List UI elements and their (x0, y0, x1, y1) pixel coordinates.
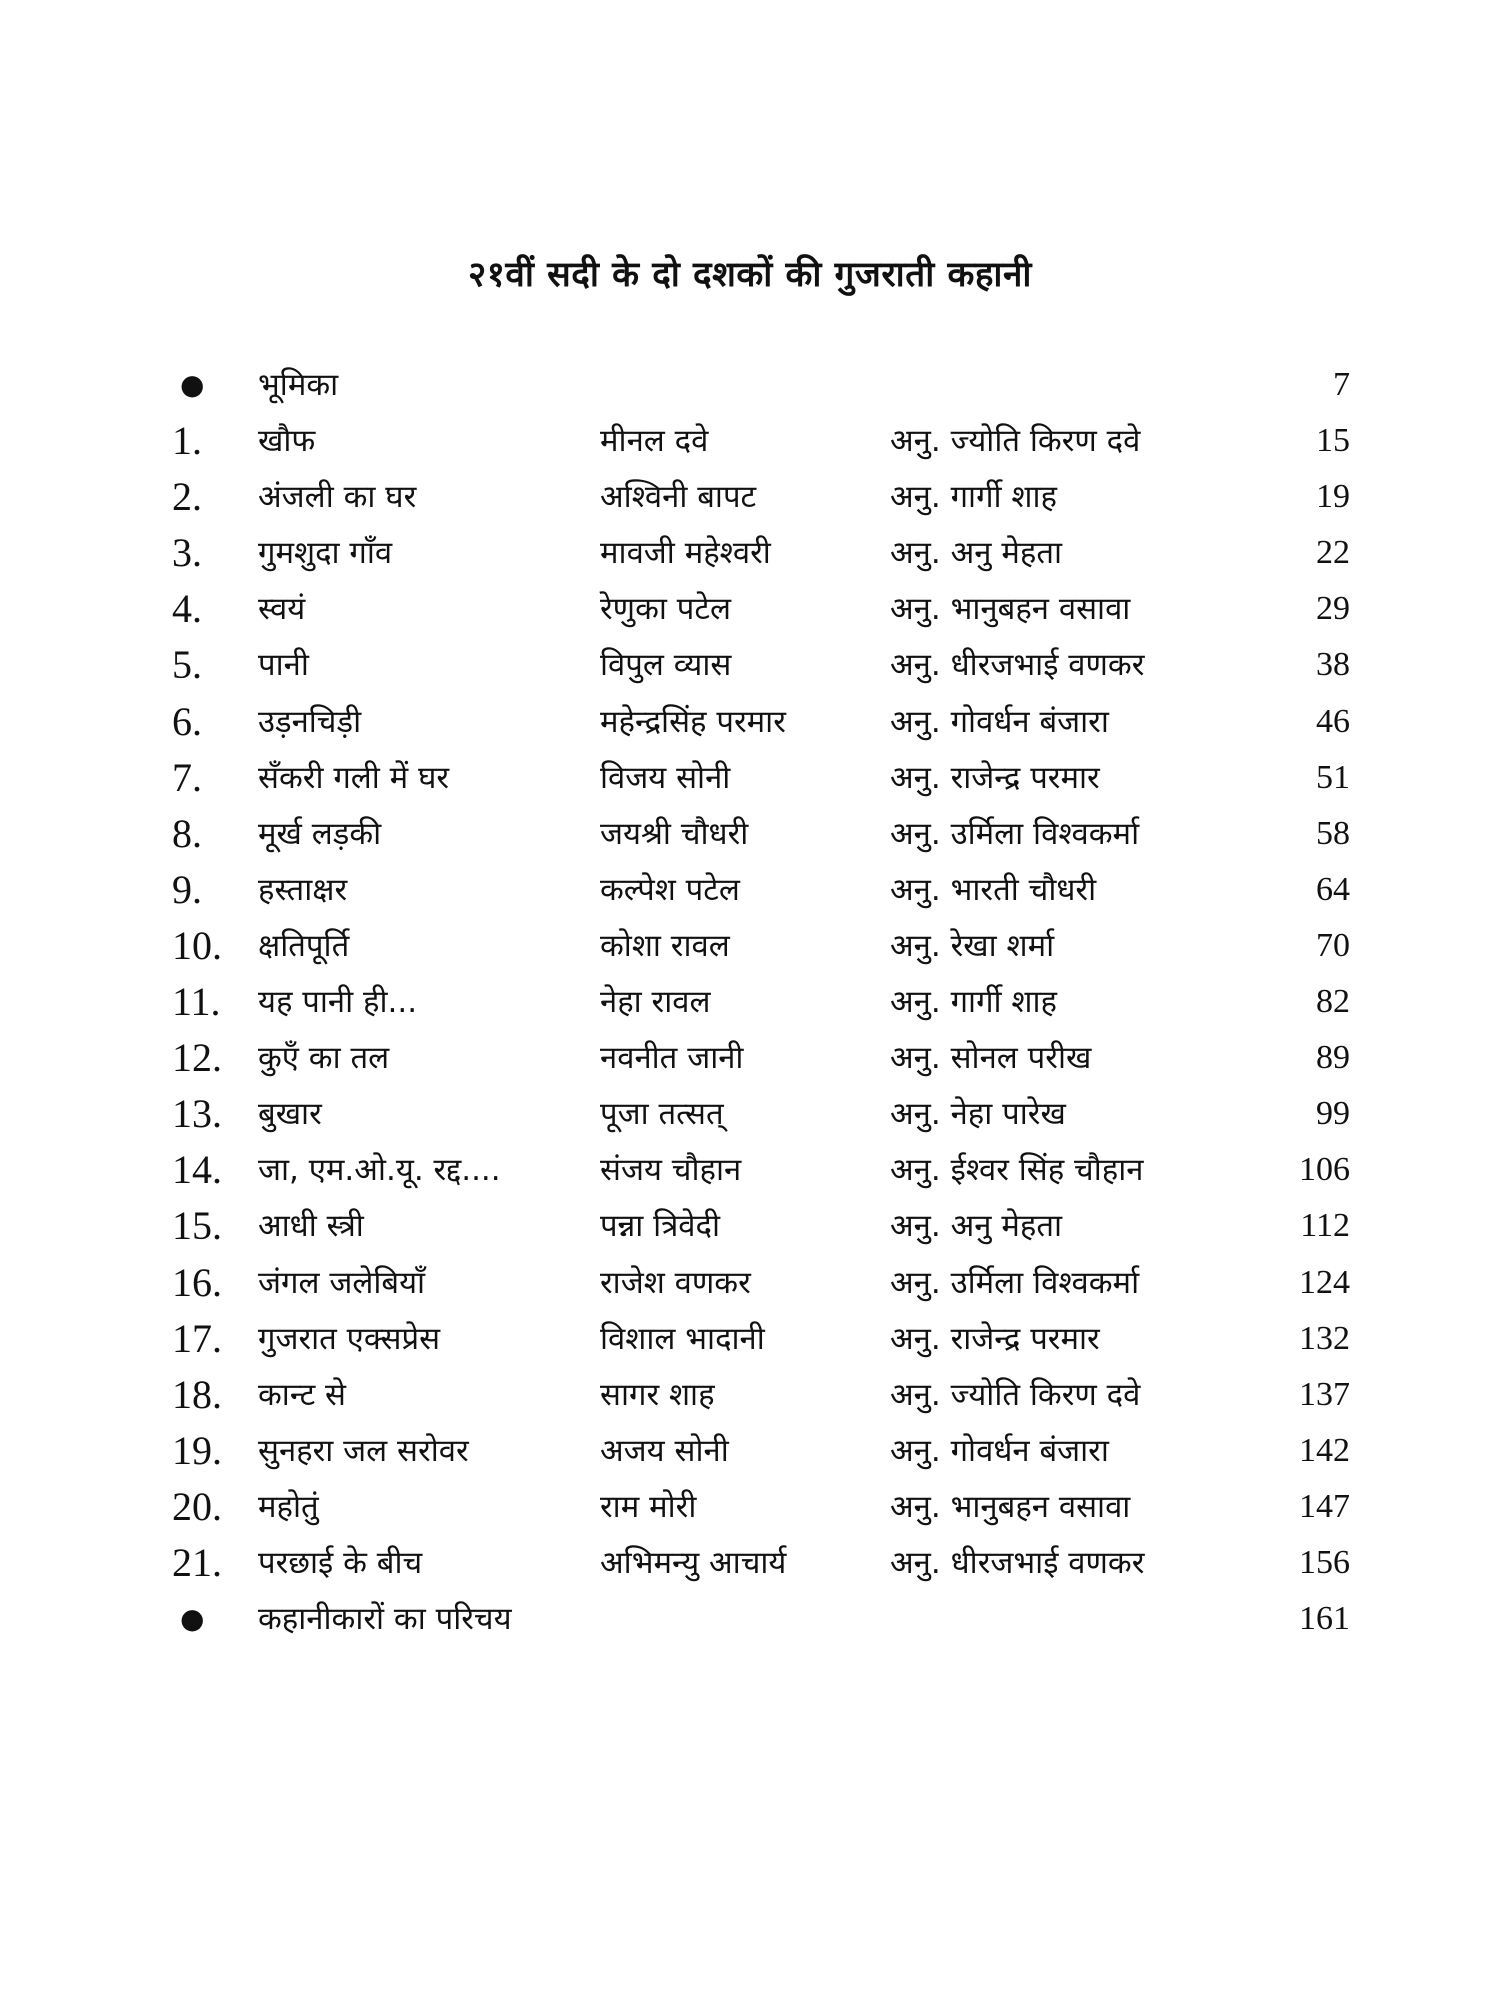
toc-story-row (172, 469, 1350, 525)
story-translator: अनु. धीरजभाई वणकर (890, 647, 1145, 684)
toc-story-row (172, 1030, 1350, 1086)
story-title: गुमशुदा गाँव (258, 535, 393, 572)
story-title: यह पानी ही... (258, 984, 418, 1021)
story-page: 38 (1316, 646, 1350, 684)
story-number: 17. (172, 1315, 222, 1361)
toc-story-row (172, 1086, 1350, 1142)
story-title: हस्ताक्षर (258, 871, 348, 908)
story-translator: अनु. भारती चौधरी (890, 871, 1097, 908)
story-page: 29 (1316, 590, 1350, 628)
story-translator: अनु. ज्योति किरण दवे (890, 423, 1141, 460)
story-number: 18. (172, 1371, 222, 1417)
story-page: 156 (1299, 1543, 1350, 1581)
story-number: 14. (172, 1147, 222, 1193)
story-title: खौफ (258, 423, 316, 460)
story-page: 106 (1299, 1151, 1350, 1189)
story-title: पानी (258, 647, 309, 684)
story-title: उड़नचिड़ी (258, 703, 362, 740)
story-number: 2. (172, 474, 202, 520)
toc-story-row (172, 413, 1350, 469)
story-title: जा, एम.ओ.यू. रद्द.... (258, 1152, 501, 1189)
story-author: कल्पेश पटेल (600, 871, 740, 908)
toc-story-row (172, 1423, 1350, 1479)
toc-story-row (172, 1142, 1350, 1198)
story-author: राजेश वणकर (600, 1264, 751, 1301)
story-author: नेहा रावल (600, 984, 711, 1021)
story-translator: अनु. गोवर्धन बंजारा (890, 703, 1109, 740)
story-page: 19 (1316, 478, 1350, 516)
story-translator: अनु. भानुबहन वसावा (890, 1488, 1131, 1525)
toc-story-row (172, 1479, 1350, 1535)
story-number: 10. (172, 922, 222, 968)
story-page: 51 (1316, 758, 1350, 796)
story-title: महोतुं (258, 1488, 319, 1525)
story-page: 15 (1316, 422, 1350, 460)
toc-story-row (172, 637, 1350, 693)
story-page: 70 (1316, 926, 1350, 964)
story-author: पूजा तत्सत् (600, 1096, 724, 1133)
toc-story-row (172, 918, 1350, 974)
story-translator: अनु. भानुबहन वसावा (890, 591, 1131, 628)
story-translator: अनु. गार्गी शाह (890, 479, 1057, 516)
toc-story-row (172, 581, 1350, 637)
story-number: 19. (172, 1427, 222, 1473)
story-number: 9. (172, 866, 202, 912)
intro-title: भूमिका (258, 367, 339, 403)
story-title: गुजरात एक्सप्रेस (258, 1320, 441, 1357)
toc-story-row (172, 862, 1350, 918)
story-translator: अनु. गार्गी शाह (890, 984, 1057, 1021)
story-number: 4. (172, 586, 202, 632)
story-number: 8. (172, 810, 202, 856)
story-translator: अनु. नेहा पारेख (890, 1096, 1066, 1133)
story-page: 82 (1316, 983, 1350, 1021)
story-title: कान्ट से (258, 1376, 347, 1413)
story-title: जंगल जलेबियाँ (258, 1264, 426, 1301)
story-author: मावजी महेश्वरी (600, 535, 771, 572)
story-author: सागर शाह (600, 1376, 715, 1413)
story-author: कोशा रावल (600, 927, 730, 964)
toc-story-row (172, 1198, 1350, 1254)
story-translator: अनु. ईश्वर सिंह चौहान (890, 1152, 1144, 1189)
toc-story-row (172, 750, 1350, 806)
story-page: 142 (1299, 1431, 1350, 1469)
story-author: राम मोरी (600, 1488, 697, 1525)
story-title: क्षतिपूर्ति (258, 927, 350, 964)
toc-story-row (172, 694, 1350, 750)
story-author: रेणुका पटेल (600, 591, 732, 628)
story-number: 6. (172, 698, 202, 744)
story-page: 58 (1316, 814, 1350, 852)
story-translator: अनु. राजेन्द्र परमार (890, 759, 1100, 796)
story-number: 7. (172, 754, 202, 800)
story-translator: अनु. उर्मिला विश्वकर्मा (890, 815, 1140, 852)
story-translator: अनु. रेखा शर्मा (890, 927, 1055, 964)
toc-story-row (172, 525, 1350, 581)
story-translator: अनु. ज्योति किरण दवे (890, 1376, 1141, 1413)
story-title: स्वयं (258, 591, 306, 628)
story-title: आधी स्त्री (258, 1208, 364, 1245)
story-number: 12. (172, 1035, 222, 1081)
toc-story-row (172, 1255, 1350, 1311)
story-translator: अनु. सोनल परीख (890, 1040, 1092, 1077)
page-title: २१वीं सदी के दो दशकों की गुजराती कहानी (468, 255, 1032, 295)
story-number: 3. (172, 530, 202, 576)
story-title: मूर्ख लड़की (258, 815, 382, 852)
story-author: विपुल व्यास (600, 647, 732, 684)
story-author: अजय सोनी (600, 1432, 729, 1469)
story-page: 132 (1299, 1319, 1350, 1357)
story-page: 137 (1299, 1375, 1350, 1413)
story-number: 21. (172, 1539, 222, 1585)
story-translator: अनु. धीरजभाई वणकर (890, 1544, 1145, 1581)
story-author: पन्ना त्रिवेदी (600, 1208, 721, 1245)
bullet-icon: ● (180, 368, 205, 401)
story-number: 13. (172, 1091, 222, 1137)
story-number: 5. (172, 642, 202, 688)
story-title: कुएँ का तल (258, 1040, 390, 1077)
story-page: 64 (1316, 870, 1350, 908)
story-number: 16. (172, 1259, 222, 1305)
intro-page: 7 (1333, 366, 1350, 403)
toc-story-row (172, 1311, 1350, 1367)
story-author: जयश्री चौधरी (600, 815, 749, 852)
bullet-icon: ● (180, 1602, 205, 1636)
story-translator: अनु. गोवर्धन बंजारा (890, 1432, 1109, 1469)
story-number: 15. (172, 1203, 222, 1249)
toc-story-row (172, 806, 1350, 862)
story-page: 22 (1316, 534, 1350, 572)
story-page: 124 (1299, 1263, 1350, 1301)
story-page: 112 (1300, 1207, 1350, 1245)
story-author: नवनीत जानी (600, 1040, 744, 1077)
story-translator: अनु. राजेन्द्र परमार (890, 1320, 1100, 1357)
story-translator: अनु. अनु मेहता (890, 1208, 1063, 1245)
toc-story-row (172, 1535, 1350, 1591)
story-page: 46 (1316, 702, 1350, 740)
story-author: विजय सोनी (600, 759, 731, 796)
story-author: अश्विनी बापट (600, 479, 757, 516)
story-title: बुखार (258, 1096, 322, 1133)
story-title: परछाई के बीच (258, 1544, 423, 1581)
story-author: विशाल भादानी (600, 1320, 765, 1357)
table-of-contents (172, 357, 1350, 1647)
story-title: सँकरी गली में घर (258, 759, 450, 796)
outro-title: कहानीकारों का परिचय (258, 1601, 512, 1638)
story-author: अभिमन्यु आचार्य (600, 1544, 787, 1581)
story-author: मीनल दवे (600, 423, 709, 460)
story-title: सुनहरा जल सरोवर (258, 1432, 469, 1469)
story-title: अंजली का घर (258, 479, 417, 516)
toc-intro-row (172, 357, 1350, 413)
outro-page: 161 (1299, 1600, 1350, 1638)
story-page: 147 (1299, 1487, 1350, 1525)
story-number: 11. (172, 979, 221, 1025)
story-author: महेन्द्रसिंह परमार (600, 703, 786, 740)
story-number: 1. (172, 418, 202, 464)
story-page: 89 (1316, 1039, 1350, 1077)
toc-story-row (172, 974, 1350, 1030)
toc-outro-row (172, 1591, 1350, 1647)
story-translator: अनु. अनु मेहता (890, 535, 1063, 572)
story-translator: अनु. उर्मिला विश्वकर्मा (890, 1264, 1140, 1301)
story-author: संजय चौहान (600, 1152, 742, 1189)
toc-story-row (172, 1367, 1350, 1423)
story-page: 99 (1316, 1095, 1350, 1133)
story-number: 20. (172, 1483, 222, 1529)
